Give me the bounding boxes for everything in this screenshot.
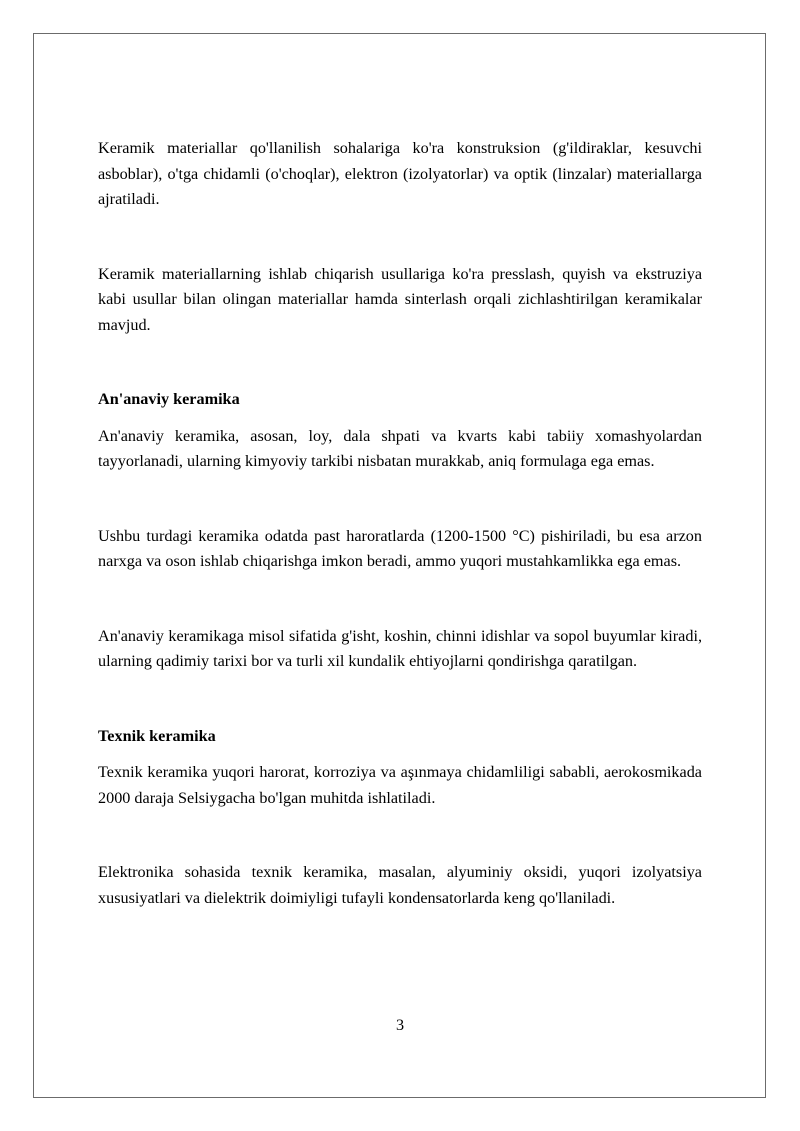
page-number: 3 [395,1016,405,1034]
paragraph-technical-electronics: Elektronika sohasida texnik keramika, masalan, alyuminiy oksidi, yuqori izolyatsiya xususiyatlari va dielektrik doimiyligi tufayli kondensatorlarda keng qo'llaniladi. [98,863,702,907]
heading-traditional-ceramics: An'anaviy keramika [98,390,240,408]
paragraph-ceramic-applications: Keramik materiallar qo'llanilish sohalariga ko'ra konstruksion (g'ildiraklar, kesuvchi asboblar), o'tga chidamli (o'choqlar), elektron (izolyatorlar) va optik (linzalar) materiallarga ajratiladi. [98,139,702,208]
document-body [98,136,702,911]
paragraph-traditional-examples: An'anaviy keramikaga misol sifatida g'isht, koshin, chinni idishlar va sopol buyumlar kiradi, ularning qadimiy tarixi bor va turli xil kundalik ehtiyojlarni qondirishga qaratilgan. [98,626,702,670]
paragraph-traditional-firing: Ushbu turdagi keramika odatda past haroratlarda (1200-1500 °C) pishiriladi, bu esa arzon narxga va oson ishlab chiqarishga imkon beradi, ammo yuqori mustahkamlikka ega emas. [98,526,702,570]
paragraph-technical-aerospace: Texnik keramika yuqori harorat, korroziya va aşınmaya chidamliligi sababli, aerokosmikada 2000 daraja Selsiygacha bo'lgan muhitda ishlatiladi. [98,763,702,807]
paragraph-production-methods: Keramik materiallarning ishlab chiqarish usullariga ko'ra presslash, quyish va ekstruziya kabi usullar bilan olingan materiallar hamda sinterlash orqali zichlashtirilgan keramikalar mavjud. [98,264,702,334]
paragraph-traditional-materials: An'anaviy keramika, asosan, loy, dala shpati va kvarts kabi tabiiy xomashyolardan tayyorlanadi, ularning kimyoviy tarkibi nisbatan murakkab, aniq formulaga ega emas. [98,426,702,470]
heading-technical-ceramics: Texnik keramika [98,726,216,745]
